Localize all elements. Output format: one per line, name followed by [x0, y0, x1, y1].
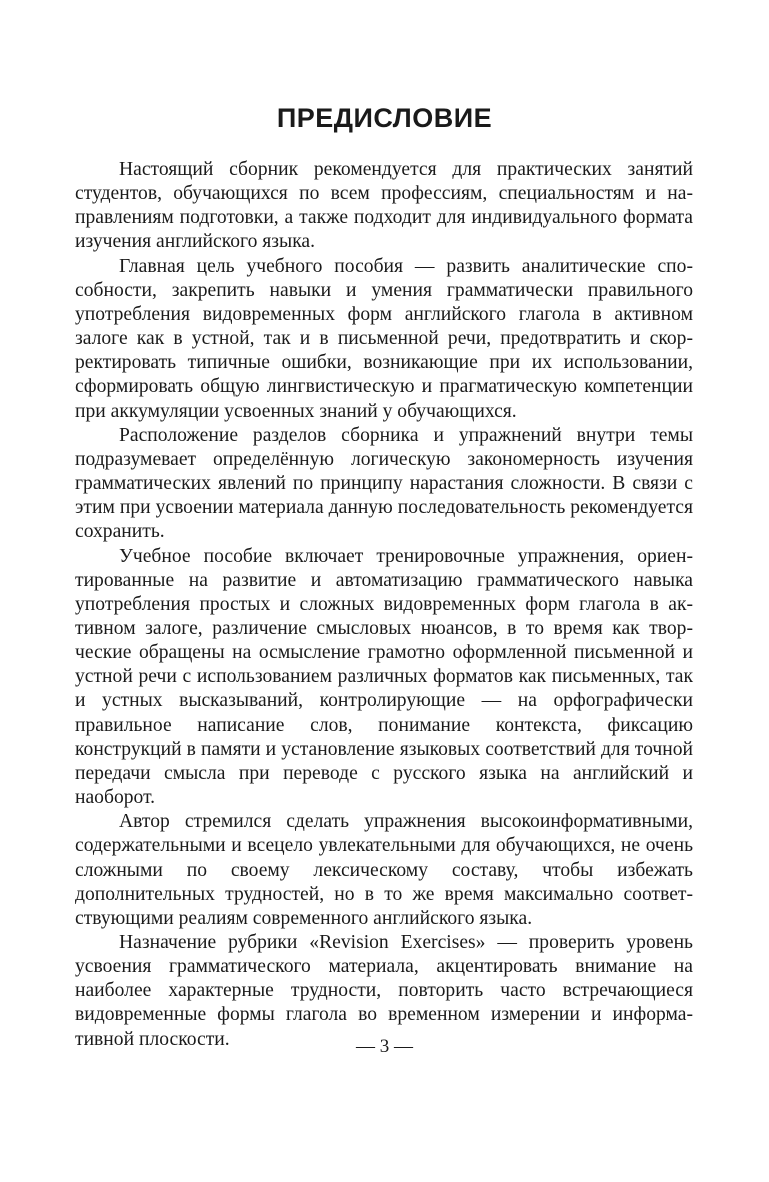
page-number: — 3 —	[356, 1036, 413, 1057]
paragraph-5: Автор стремился сделать упражнения высокоинформативными, содержательными и всецело увлекательными для обучающихся, не очень сложными по своему лексическому составу, чтобы избежать дополнительных трудностей, но в то же время максимально соответствующими реалиям современного английского языка.	[75, 811, 693, 929]
paragraph-4: Учебное пособие включает тренировочные упражнения, ориентированные на развитие и автоматизацию грамматического навыка употребления простых и сложных видовременных форм глагола в активном залоге, различение смысловых нюансов, в то время как творческие обращены на осмысление грамотно оформленной письменной и устной речи с использованием различных форматов как письменных, так и устных высказываний, контролирующие — на орфографически правильное написание слов, понимание контекста, фиксацию конструкций в памяти и установление языковых соответствий для точной передачи смысла при переводе с русского языка на английский и наоборот.	[75, 545, 693, 809]
preface-body	[75, 158, 693, 1052]
paragraph-3: Расположение разделов сборника и упражнений внутри темы подразумевает определённую логическую закономерность изучения грамматических явлений по принципу нарастания сложности. В связи с этим при усвоении материала данную последовательность рекомендуется сохранить.	[75, 424, 693, 543]
paragraph-1: Настоящий сборник рекомендуется для практических занятий студентов, обучающихся по всем профессиям, специальностям и направлениям подготовки, а также подходит для индивидуального формата изучения английского языка.	[75, 159, 693, 253]
paragraph-2: Главная цель учебного пособия — развить аналитические способности, закрепить навыки и умения грамматически правильного употребления видовременных форм английского глагола в активном залоге как в устной, так и в письменной речи, предотвратить и скорректировать типичные ошибки, возникающие при их использовании, сформировать общую лингвистическую и прагматическую компетенции при аккумуляции усвоенных знаний у обучающихся.	[75, 255, 693, 422]
paragraph-6: Назначение рубрики «Revision Exercises» — проверить уровень усвоения грамматического материала, акцентировать внимание на наиболее характерные трудности, повторить часто встречающиеся видовременные формы глагола во временном измерении и информативной плоскости.	[75, 932, 693, 1050]
page-title: ПРЕДИСЛОВИЕ	[276, 103, 493, 133]
